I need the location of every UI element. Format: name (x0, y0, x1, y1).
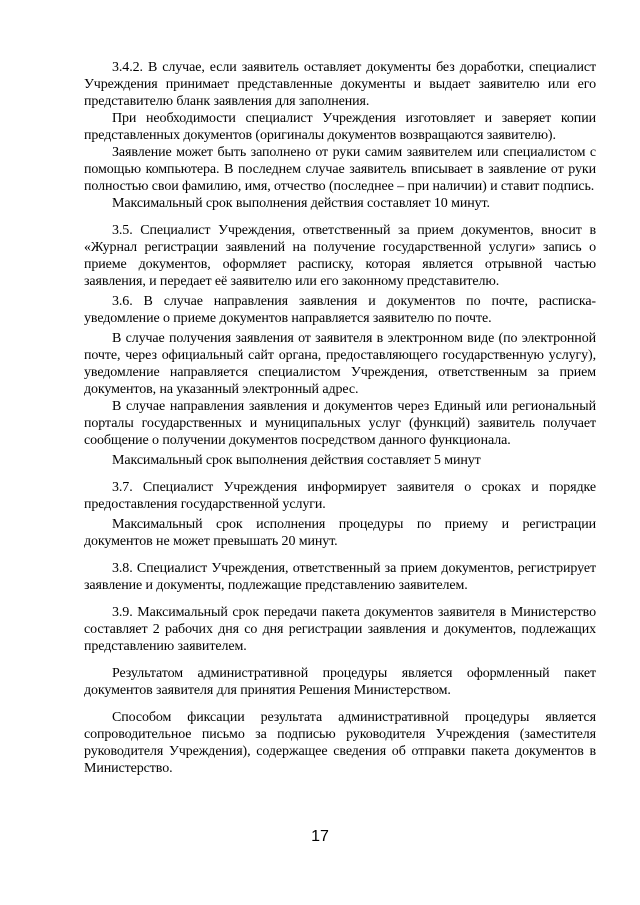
paragraph-3-6: 3.6. В случае направления заявления и документов по почте, расписка-уведомление о приеме документов направляется заявителю по почте. (84, 294, 596, 326)
page-number: 17 (311, 828, 329, 845)
paragraph-3-5: 3.5. Специалист Учреждения, ответственный за прием документов, вносит в «Журнал регистрации заявлений на получение государственной услуги» запись о приеме документов, оформляет расписку, которая является отрывной частью заявления, и передает её заявителю или его законному представителю. (84, 223, 596, 289)
paragraph-3-8: 3.8. Специалист Учреждения, ответственный за прием документов, регистрирует заявление и документы, подлежащие представлению заявителем. (84, 561, 596, 593)
paragraph-fixation: Способом фиксации результата административной процедуры является сопроводительное письмо за подписью руководителя Учреждения (заместителя руководителя Учреждения), содержащее сведения об отправки пакета документов в Министерство. (84, 710, 596, 776)
paragraph-3-7: 3.7. Специалист Учреждения информирует заявителя о сроках и порядке предоставления государственной услуги. (84, 480, 596, 512)
paragraph-electronic: В случае получения заявления от заявителя в электронном виде (по электронной почте, через официальный сайт органа, предоставляющего государственную услугу), уведомление направляется специалистом Учреждения, ответственным за прием документов, на указанный электронный адрес. (84, 331, 596, 397)
paragraph-max-time-10: Максимальный срок выполнения действия составляет 10 минут. (112, 196, 490, 211)
paragraph-result: Результатом административной процедуры является оформленный пакет документов заявителя для принятия Решения Министерством. (84, 666, 596, 698)
paragraph-3-4-2: 3.4.2. В случае, если заявитель оставляет документы без доработки, специалист Учреждения принимает представленные документы и выдает заявителю или его представителю бланк заявления для заполнения. (84, 60, 596, 109)
paragraph-form-filling: Заявление может быть заполнено от руки самим заявителем или специалистом с помощью компьютера. В последнем случае заявитель вписывает в заявление от руки полностью свои фамилию, имя, отчество (последнее – при наличии) и ставит подпись. (84, 145, 596, 194)
paragraph-max-time-5: Максимальный срок выполнения действия составляет 5 минут (112, 453, 481, 468)
document-body (84, 59, 596, 777)
paragraph-max-time-20: Максимальный срок исполнения процедуры по приему и регистрации документов не может превышать 20 минут. (84, 517, 596, 549)
paragraph-copies: При необходимости специалист Учреждения изготовляет и заверяет копии представленных документов (оригиналы документов возвращаются заявителю). (84, 111, 596, 143)
paragraph-3-9: 3.9. Максимальный срок передачи пакета документов заявителя в Министерство составляет 2 рабочих дня со дня регистрации заявления и документов, подлежащих представлению заявителем. (84, 605, 596, 654)
paragraph-portal: В случае направления заявления и документов через Единый или региональный порталы государственных и муниципальных услуг (функций) заявитель получает сообщение о получении документов посредством данного функционала. (84, 399, 596, 448)
